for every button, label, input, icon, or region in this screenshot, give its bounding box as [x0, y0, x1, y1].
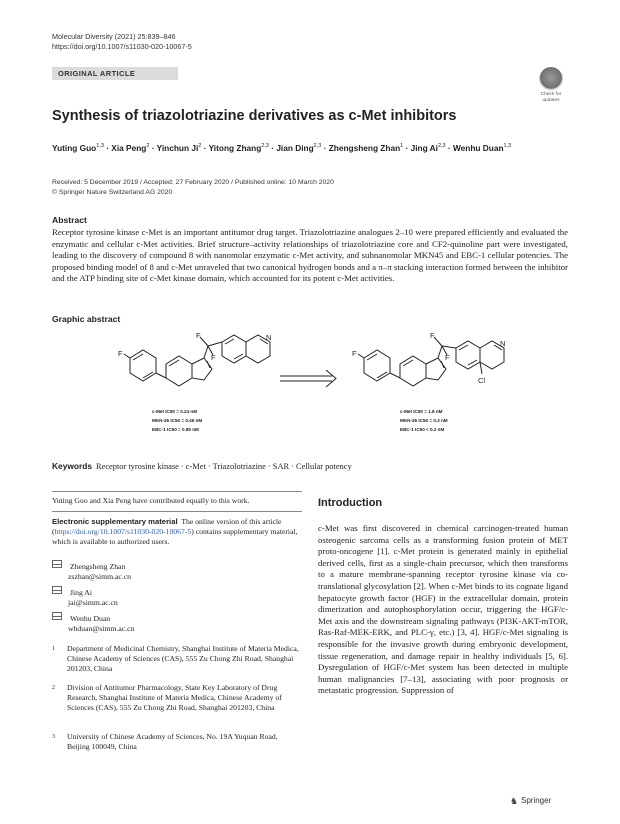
abstract-heading: Abstract [52, 215, 87, 225]
publisher-logo: Springer [521, 796, 552, 805]
journal-citation: Molecular Diversity (2021) 25:839–846 [52, 32, 176, 41]
envelope-icon [52, 612, 62, 620]
activity-value: c-Met IC50 = 1.8 nM [400, 409, 443, 414]
article-type-label: ORIGINAL ARTICLE [52, 67, 178, 80]
author-list: Yuting Guo$^{1,3}$ · Xia Peng$^2$ · Yinchun $Ji^2$ · Yitong Zhang$^{2,3}$ · Jian Ding$^{2,3}$ · Zhengsheng Zhan$^1$ · Jing Ai$^{2,3}$ · Wenhu Duan$^{1,3}$ [52, 143, 512, 153]
atom-label: F [118, 349, 123, 358]
introduction-heading: Introduction [318, 497, 383, 509]
atom-label: F [352, 349, 357, 358]
check-for-updates-button[interactable] [536, 67, 566, 101]
atom-label: Cl [478, 376, 486, 385]
author: Jing Ai [410, 143, 438, 153]
atom-label: F [430, 331, 435, 340]
equal-contribution-note: Yuting Guo and Xia Peng have contributed equally to this work. [52, 496, 250, 505]
activity-value: EBC-1 IC50 < 0.2 nM [400, 427, 445, 432]
envelope-icon [52, 586, 62, 594]
check-updates-line1: Check for [540, 92, 562, 97]
keywords-heading: Keywords [52, 461, 93, 471]
author: Wenhu Duan [452, 143, 504, 153]
atom-label: N [266, 333, 272, 342]
affiliation: 1 Department of Medicinal Chemistry, Shanghai Institute of Materia Medica, Chinese Academy of Sciences (CAS), 555 Zu Chong Zhi Road, Shanghai 201203, China [52, 644, 299, 673]
email-link[interactable]: zszhan@simm.ac.cn [68, 572, 132, 581]
springer-horse-icon: ♞ [510, 796, 519, 806]
activity-value: MKN-45 IC50 = 0.3 nM [400, 418, 448, 423]
copyright: © Springer Nature Switzerland AG 2020 [52, 189, 173, 196]
article-title: Synthesis of triazolotriazine derivatives as c-Met inhibitors [52, 108, 457, 124]
contact: Jing Ai jai@simm.ac.cn [52, 586, 118, 608]
author: Zhengsheng Zhan [328, 143, 401, 153]
author: Yuting Guo [52, 143, 97, 153]
abstract-text: Receptor tyrosine kinase c-Met is an important antitumor drug target. Triazolotriazine analogues 2–10 were prepared efficiently and evaluated the enzymatic and cellular c-Met activities. Brief structure–activity relationships of triazolotriazine core and CF2-quinoline part were investigated, leading to the discovery of compound 8 with nanomolar enzymatic c-Met activity, and subnanomolar MKN45 and EBC-1 cellular potencies. The proposed binding model of 8 and c-Met unraveled that two canonical hydrogen bonds and a π–π stacking interaction formed between the inhibitor and the ATP binding site of c-Met kinase domain, which accounted for its potent c-Met activities. [52, 227, 568, 284]
esm-note: Electronic supplementary material The online version of this article (https://doi.org/10.1007/s11030-020-10067-5) contains supplementary material, which is available to authorized users. [52, 517, 298, 546]
keywords [52, 461, 352, 471]
check-updates-line2: updates [542, 98, 560, 103]
activity-value: c-Met IC50 = 0.24 nM [152, 409, 198, 414]
atom-label: F [196, 331, 201, 340]
email-link[interactable]: whduan@simm.ac.cn [68, 624, 135, 633]
activity-value: EBC-1 IC50 = 0.85 nM [152, 427, 199, 432]
history-dates: Received: 5 December 2019 / Accepted: 27 February 2020 / Published online: 10 March 2020 [52, 179, 334, 186]
author: Jian Ding [276, 143, 314, 153]
affiliation: 3 University of Chinese Academy of Sciences, No. 19A Yuquan Road, Beijing 100049, China [52, 732, 278, 751]
atom-label: F [445, 353, 450, 362]
contact: Zhengsheng Zhan zszhan@simm.ac.cn [52, 560, 131, 582]
graphic-abstract-figure [100, 328, 520, 452]
atom-label: N [500, 339, 506, 348]
footnote-divider [52, 491, 302, 492]
doi-link[interactable]: https://doi.org/10.1007/s11030-020-10067-5 [52, 42, 192, 51]
crossmark-icon [539, 67, 563, 91]
publication-dates [52, 178, 334, 198]
author: Yinchun Ji [156, 143, 199, 153]
contact: Wenhu Duan whduan@simm.ac.cn [52, 612, 134, 634]
introduction-text: c-Met was first discovered in chemical carcinogen-treated human osteogenic sarcoma cells as a transforming fusion protein of MET proto-oncogene [1]. c-Met protein is generated mainly in epithelial derived cells, first as a single-chain precursor, which then transforms to a mature membrane-spanning receptor tyrosine kinase via co-translational glycosylation [2]. When c-Met binds to its cognate ligand hepatocyte growth factor (HGF) in the extracellular domain, protein dimerization and autophosphorylation occur, triggering the HGF/c-Met axis and the downstream signaling pathways (PI3K-AKT-mTOR, Ras-Raf-MEK-ERK, and PLC-γ, etc.) [3, 4]. HGF/c-Met signaling is responsible for the invasive growth during embryonic development, tissue regeneration, and damage repair in healthy individuals [5, 6]. Dysregulation of HGF/c-Met system has been detected in multiple human malignancies [7–13], associating with poor prognosis or metastatic progression. Suppression of [318, 523, 568, 696]
affiliation: 2 Division of Antitumor Pharmacology, State Key Laboratory of Drug Research, Shanghai Institute of Materia Medica, Chinese Academy of Sciences (CAS), 555 Zu Chong Zhi Road, Shanghai 201203, China [52, 683, 282, 712]
esm-link[interactable]: https://doi.org/10.1007/s11030-020-10067-5 [54, 527, 192, 536]
author: Xia Peng [111, 143, 147, 153]
activity-value: MKN-45 IC50 = 0.46 nM [152, 418, 203, 423]
atom-label: F [211, 353, 216, 362]
esm-label: Electronic supplementary material [52, 517, 178, 526]
email-link[interactable]: jai@simm.ac.cn [68, 598, 118, 607]
keywords-text: Receptor tyrosine kinase · c-Met · Triazolotriazine · SAR · Cellular potency [96, 462, 352, 471]
envelope-icon [52, 560, 62, 568]
author: Yitong Zhang [208, 143, 262, 153]
graphic-abstract-heading: Graphic abstract [52, 314, 121, 324]
footnote-divider [52, 511, 302, 512]
